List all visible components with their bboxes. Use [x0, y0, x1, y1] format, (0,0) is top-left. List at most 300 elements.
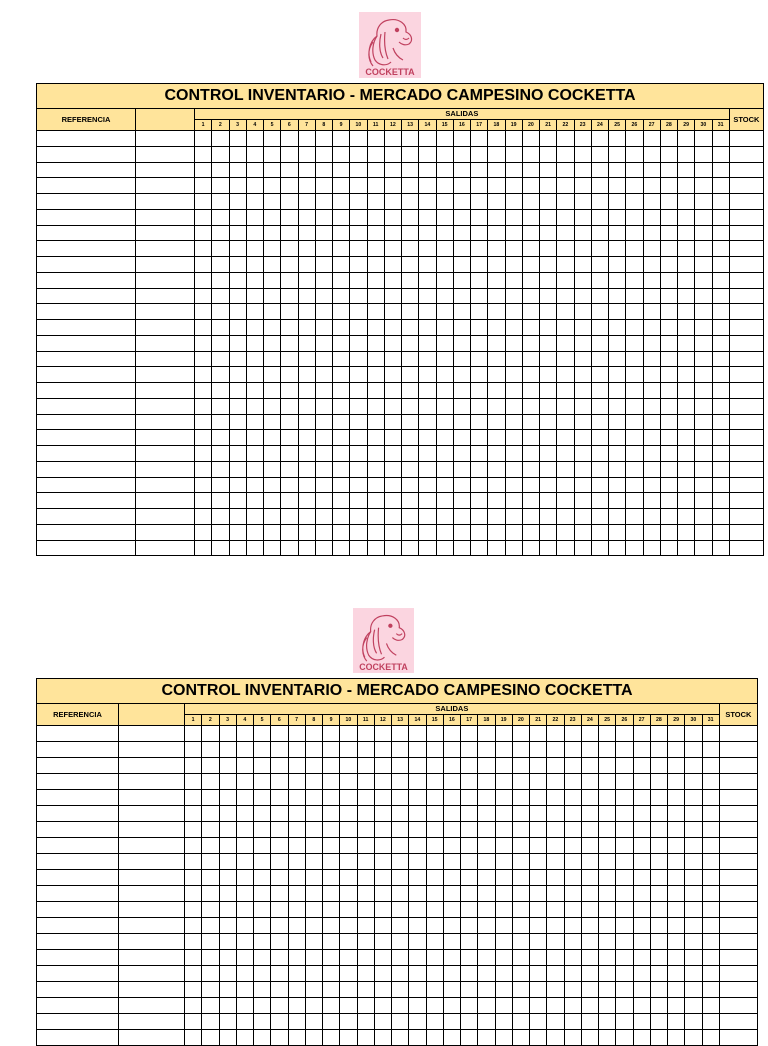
- salida-cell[interactable]: [264, 477, 281, 493]
- description-cell[interactable]: [136, 414, 195, 430]
- description-cell[interactable]: [136, 225, 195, 241]
- salida-cell[interactable]: [392, 1014, 409, 1030]
- salida-cell[interactable]: [443, 758, 460, 774]
- salida-cell[interactable]: [384, 225, 401, 241]
- salida-cell[interactable]: [202, 726, 219, 742]
- salida-cell[interactable]: [581, 806, 598, 822]
- salida-cell[interactable]: [478, 1030, 495, 1046]
- salida-cell[interactable]: [254, 950, 271, 966]
- salida-cell[interactable]: [660, 257, 677, 273]
- salida-cell[interactable]: [281, 162, 298, 178]
- salida-cell[interactable]: [616, 774, 633, 790]
- salida-cell[interactable]: [229, 288, 246, 304]
- salida-cell[interactable]: [599, 822, 616, 838]
- salida-cell[interactable]: [547, 726, 564, 742]
- salida-cell[interactable]: [246, 477, 263, 493]
- salida-cell[interactable]: [195, 446, 212, 462]
- salida-cell[interactable]: [512, 886, 529, 902]
- salida-cell[interactable]: [471, 383, 488, 399]
- description-cell[interactable]: [136, 367, 195, 383]
- salida-cell[interactable]: [281, 398, 298, 414]
- salida-cell[interactable]: [616, 870, 633, 886]
- salida-cell[interactable]: [350, 398, 367, 414]
- referencia-cell[interactable]: [37, 540, 136, 556]
- salida-cell[interactable]: [453, 131, 470, 147]
- salida-cell[interactable]: [695, 304, 712, 320]
- salida-cell[interactable]: [695, 493, 712, 509]
- salida-cell[interactable]: [315, 430, 332, 446]
- salida-cell[interactable]: [495, 838, 512, 854]
- salida-cell[interactable]: [453, 162, 470, 178]
- salida-cell[interactable]: [185, 854, 202, 870]
- salida-cell[interactable]: [471, 178, 488, 194]
- salida-cell[interactable]: [436, 288, 453, 304]
- salida-cell[interactable]: [668, 822, 685, 838]
- referencia-cell[interactable]: [37, 257, 136, 273]
- salida-cell[interactable]: [547, 1014, 564, 1030]
- salida-cell[interactable]: [557, 540, 574, 556]
- salida-cell[interactable]: [409, 790, 426, 806]
- salida-cell[interactable]: [340, 790, 357, 806]
- salida-cell[interactable]: [315, 272, 332, 288]
- salida-cell[interactable]: [591, 398, 608, 414]
- salida-cell[interactable]: [660, 524, 677, 540]
- salida-cell[interactable]: [643, 304, 660, 320]
- salida-cell[interactable]: [557, 178, 574, 194]
- salida-cell[interactable]: [357, 998, 374, 1014]
- salida-cell[interactable]: [315, 288, 332, 304]
- salida-cell[interactable]: [650, 966, 667, 982]
- salida-cell[interactable]: [488, 493, 505, 509]
- salida-cell[interactable]: [350, 383, 367, 399]
- salida-cell[interactable]: [236, 758, 253, 774]
- salida-cell[interactable]: [505, 304, 522, 320]
- salida-cell[interactable]: [436, 320, 453, 336]
- salida-cell[interactable]: [540, 414, 557, 430]
- salida-cell[interactable]: [643, 446, 660, 462]
- salida-cell[interactable]: [609, 225, 626, 241]
- salida-cell[interactable]: [367, 461, 384, 477]
- salida-cell[interactable]: [712, 493, 729, 509]
- salida-cell[interactable]: [599, 1030, 616, 1046]
- salida-cell[interactable]: [495, 966, 512, 982]
- salida-cell[interactable]: [185, 774, 202, 790]
- salida-cell[interactable]: [633, 790, 650, 806]
- referencia-cell[interactable]: [37, 162, 136, 178]
- salida-cell[interactable]: [695, 131, 712, 147]
- salida-cell[interactable]: [333, 524, 350, 540]
- salida-cell[interactable]: [288, 774, 305, 790]
- salida-cell[interactable]: [219, 758, 236, 774]
- salida-cell[interactable]: [350, 272, 367, 288]
- salida-cell[interactable]: [426, 1030, 443, 1046]
- salida-cell[interactable]: [522, 288, 539, 304]
- salida-cell[interactable]: [254, 790, 271, 806]
- salida-cell[interactable]: [591, 146, 608, 162]
- salida-cell[interactable]: [409, 854, 426, 870]
- salida-cell[interactable]: [305, 918, 322, 934]
- salida-cell[interactable]: [609, 524, 626, 540]
- salida-cell[interactable]: [453, 461, 470, 477]
- salida-cell[interactable]: [591, 272, 608, 288]
- salida-cell[interactable]: [609, 398, 626, 414]
- salida-cell[interactable]: [471, 288, 488, 304]
- salida-cell[interactable]: [633, 726, 650, 742]
- salida-cell[interactable]: [298, 131, 315, 147]
- salida-cell[interactable]: [185, 998, 202, 1014]
- salida-cell[interactable]: [426, 1014, 443, 1030]
- salida-cell[interactable]: [419, 335, 436, 351]
- stock-cell[interactable]: [719, 1014, 757, 1030]
- salida-cell[interactable]: [626, 320, 643, 336]
- referencia-cell[interactable]: [37, 272, 136, 288]
- salida-cell[interactable]: [695, 335, 712, 351]
- salida-cell[interactable]: [609, 493, 626, 509]
- salida-cell[interactable]: [409, 1014, 426, 1030]
- salida-cell[interactable]: [392, 838, 409, 854]
- salida-cell[interactable]: [229, 335, 246, 351]
- salida-cell[interactable]: [505, 288, 522, 304]
- salida-cell[interactable]: [357, 966, 374, 982]
- salida-cell[interactable]: [678, 162, 695, 178]
- salida-cell[interactable]: [540, 241, 557, 257]
- salida-cell[interactable]: [495, 998, 512, 1014]
- salida-cell[interactable]: [712, 320, 729, 336]
- salida-cell[interactable]: [453, 304, 470, 320]
- referencia-cell[interactable]: [37, 209, 136, 225]
- salida-cell[interactable]: [626, 477, 643, 493]
- salida-cell[interactable]: [402, 524, 419, 540]
- salida-cell[interactable]: [591, 351, 608, 367]
- salida-cell[interactable]: [471, 272, 488, 288]
- salida-cell[interactable]: [557, 320, 574, 336]
- salida-cell[interactable]: [298, 209, 315, 225]
- description-cell[interactable]: [136, 477, 195, 493]
- salida-cell[interactable]: [264, 178, 281, 194]
- salida-cell[interactable]: [557, 351, 574, 367]
- salida-cell[interactable]: [305, 950, 322, 966]
- salida-cell[interactable]: [581, 742, 598, 758]
- salida-cell[interactable]: [436, 351, 453, 367]
- salida-cell[interactable]: [581, 918, 598, 934]
- stock-cell[interactable]: [729, 162, 763, 178]
- salida-cell[interactable]: [374, 870, 391, 886]
- salida-cell[interactable]: [443, 806, 460, 822]
- salida-cell[interactable]: [229, 146, 246, 162]
- salida-cell[interactable]: [436, 383, 453, 399]
- salida-cell[interactable]: [281, 272, 298, 288]
- salida-cell[interactable]: [323, 758, 340, 774]
- salida-cell[interactable]: [333, 351, 350, 367]
- salida-cell[interactable]: [453, 272, 470, 288]
- salida-cell[interactable]: [453, 257, 470, 273]
- salida-cell[interactable]: [581, 854, 598, 870]
- salida-cell[interactable]: [185, 726, 202, 742]
- salida-cell[interactable]: [540, 493, 557, 509]
- salida-cell[interactable]: [409, 902, 426, 918]
- salida-cell[interactable]: [495, 822, 512, 838]
- salida-cell[interactable]: [471, 209, 488, 225]
- stock-cell[interactable]: [719, 790, 757, 806]
- salida-cell[interactable]: [419, 493, 436, 509]
- salida-cell[interactable]: [599, 982, 616, 998]
- salida-cell[interactable]: [461, 742, 478, 758]
- salida-cell[interactable]: [315, 398, 332, 414]
- salida-cell[interactable]: [298, 446, 315, 462]
- salida-cell[interactable]: [495, 982, 512, 998]
- salida-cell[interactable]: [212, 146, 229, 162]
- salida-cell[interactable]: [564, 950, 581, 966]
- salida-cell[interactable]: [668, 758, 685, 774]
- salida-cell[interactable]: [633, 902, 650, 918]
- salida-cell[interactable]: [512, 774, 529, 790]
- salida-cell[interactable]: [695, 288, 712, 304]
- salida-cell[interactable]: [547, 982, 564, 998]
- salida-cell[interactable]: [264, 257, 281, 273]
- salida-cell[interactable]: [616, 886, 633, 902]
- salida-cell[interactable]: [712, 477, 729, 493]
- description-cell[interactable]: [119, 742, 185, 758]
- salida-cell[interactable]: [281, 131, 298, 147]
- salida-cell[interactable]: [305, 886, 322, 902]
- salida-cell[interactable]: [236, 966, 253, 982]
- salida-cell[interactable]: [392, 870, 409, 886]
- salida-cell[interactable]: [512, 950, 529, 966]
- salida-cell[interactable]: [305, 870, 322, 886]
- salida-cell[interactable]: [229, 398, 246, 414]
- salida-cell[interactable]: [505, 477, 522, 493]
- salida-cell[interactable]: [374, 918, 391, 934]
- salida-cell[interactable]: [702, 758, 719, 774]
- salida-cell[interactable]: [530, 838, 547, 854]
- salida-cell[interactable]: [212, 162, 229, 178]
- salida-cell[interactable]: [298, 461, 315, 477]
- salida-cell[interactable]: [609, 209, 626, 225]
- salida-cell[interactable]: [685, 934, 702, 950]
- salida-cell[interactable]: [195, 178, 212, 194]
- salida-cell[interactable]: [357, 886, 374, 902]
- salida-cell[interactable]: [202, 966, 219, 982]
- salida-cell[interactable]: [505, 257, 522, 273]
- salida-cell[interactable]: [547, 806, 564, 822]
- salida-cell[interactable]: [264, 446, 281, 462]
- salida-cell[interactable]: [384, 162, 401, 178]
- salida-cell[interactable]: [315, 304, 332, 320]
- salida-cell[interactable]: [281, 509, 298, 525]
- salida-cell[interactable]: [478, 934, 495, 950]
- salida-cell[interactable]: [591, 446, 608, 462]
- salida-cell[interactable]: [702, 902, 719, 918]
- salida-cell[interactable]: [540, 320, 557, 336]
- salida-cell[interactable]: [505, 272, 522, 288]
- salida-cell[interactable]: [426, 982, 443, 998]
- salida-cell[interactable]: [254, 1030, 271, 1046]
- salida-cell[interactable]: [315, 146, 332, 162]
- salida-cell[interactable]: [712, 430, 729, 446]
- salida-cell[interactable]: [471, 398, 488, 414]
- salida-cell[interactable]: [340, 742, 357, 758]
- salida-cell[interactable]: [315, 414, 332, 430]
- referencia-cell[interactable]: [37, 304, 136, 320]
- salida-cell[interactable]: [712, 304, 729, 320]
- salida-cell[interactable]: [495, 1014, 512, 1030]
- salida-cell[interactable]: [254, 822, 271, 838]
- salida-cell[interactable]: [633, 854, 650, 870]
- salida-cell[interactable]: [581, 998, 598, 1014]
- salida-cell[interactable]: [478, 774, 495, 790]
- salida-cell[interactable]: [340, 838, 357, 854]
- salida-cell[interactable]: [350, 524, 367, 540]
- salida-cell[interactable]: [591, 320, 608, 336]
- referencia-cell[interactable]: [37, 414, 136, 430]
- salida-cell[interactable]: [374, 838, 391, 854]
- salida-cell[interactable]: [505, 209, 522, 225]
- salida-cell[interactable]: [254, 870, 271, 886]
- salida-cell[interactable]: [530, 966, 547, 982]
- salida-cell[interactable]: [288, 918, 305, 934]
- salida-cell[interactable]: [660, 304, 677, 320]
- salida-cell[interactable]: [505, 225, 522, 241]
- description-cell[interactable]: [119, 726, 185, 742]
- salida-cell[interactable]: [374, 934, 391, 950]
- description-cell[interactable]: [136, 446, 195, 462]
- salida-cell[interactable]: [471, 335, 488, 351]
- salida-cell[interactable]: [436, 430, 453, 446]
- salida-cell[interactable]: [495, 1030, 512, 1046]
- salida-cell[interactable]: [350, 477, 367, 493]
- salida-cell[interactable]: [264, 194, 281, 210]
- salida-cell[interactable]: [564, 854, 581, 870]
- salida-cell[interactable]: [367, 383, 384, 399]
- salida-cell[interactable]: [298, 162, 315, 178]
- salida-cell[interactable]: [419, 446, 436, 462]
- salida-cell[interactable]: [402, 257, 419, 273]
- referencia-cell[interactable]: [37, 870, 119, 886]
- stock-cell[interactable]: [729, 225, 763, 241]
- salida-cell[interactable]: [195, 493, 212, 509]
- salida-cell[interactable]: [212, 351, 229, 367]
- salida-cell[interactable]: [599, 790, 616, 806]
- salida-cell[interactable]: [264, 351, 281, 367]
- salida-cell[interactable]: [419, 146, 436, 162]
- salida-cell[interactable]: [547, 966, 564, 982]
- salida-cell[interactable]: [219, 726, 236, 742]
- salida-cell[interactable]: [443, 870, 460, 886]
- salida-cell[interactable]: [660, 383, 677, 399]
- salida-cell[interactable]: [695, 524, 712, 540]
- salida-cell[interactable]: [695, 209, 712, 225]
- salida-cell[interactable]: [461, 870, 478, 886]
- salida-cell[interactable]: [643, 383, 660, 399]
- salida-cell[interactable]: [367, 477, 384, 493]
- salida-cell[interactable]: [392, 918, 409, 934]
- salida-cell[interactable]: [678, 524, 695, 540]
- salida-cell[interactable]: [350, 304, 367, 320]
- salida-cell[interactable]: [219, 918, 236, 934]
- salida-cell[interactable]: [564, 966, 581, 982]
- salida-cell[interactable]: [374, 950, 391, 966]
- salida-cell[interactable]: [626, 398, 643, 414]
- salida-cell[interactable]: [271, 918, 288, 934]
- salida-cell[interactable]: [236, 870, 253, 886]
- salida-cell[interactable]: [695, 272, 712, 288]
- salida-cell[interactable]: [271, 870, 288, 886]
- salida-cell[interactable]: [599, 758, 616, 774]
- salida-cell[interactable]: [402, 194, 419, 210]
- salida-cell[interactable]: [678, 304, 695, 320]
- salida-cell[interactable]: [668, 806, 685, 822]
- salida-cell[interactable]: [581, 774, 598, 790]
- referencia-cell[interactable]: [37, 982, 119, 998]
- salida-cell[interactable]: [219, 742, 236, 758]
- salida-cell[interactable]: [298, 524, 315, 540]
- salida-cell[interactable]: [678, 446, 695, 462]
- salida-cell[interactable]: [246, 146, 263, 162]
- salida-cell[interactable]: [409, 934, 426, 950]
- salida-cell[interactable]: [219, 822, 236, 838]
- salida-cell[interactable]: [495, 774, 512, 790]
- salida-cell[interactable]: [281, 209, 298, 225]
- salida-cell[interactable]: [315, 225, 332, 241]
- salida-cell[interactable]: [219, 854, 236, 870]
- salida-cell[interactable]: [333, 446, 350, 462]
- description-cell[interactable]: [119, 790, 185, 806]
- salida-cell[interactable]: [574, 524, 591, 540]
- salida-cell[interactable]: [333, 477, 350, 493]
- salida-cell[interactable]: [374, 790, 391, 806]
- salida-cell[interactable]: [702, 982, 719, 998]
- salida-cell[interactable]: [512, 854, 529, 870]
- salida-cell[interactable]: [340, 950, 357, 966]
- salida-cell[interactable]: [202, 998, 219, 1014]
- salida-cell[interactable]: [271, 726, 288, 742]
- salida-cell[interactable]: [384, 446, 401, 462]
- salida-cell[interactable]: [660, 509, 677, 525]
- salida-cell[interactable]: [522, 524, 539, 540]
- salida-cell[interactable]: [202, 1030, 219, 1046]
- salida-cell[interactable]: [419, 272, 436, 288]
- salida-cell[interactable]: [505, 540, 522, 556]
- salida-cell[interactable]: [288, 806, 305, 822]
- salida-cell[interactable]: [668, 982, 685, 998]
- salida-cell[interactable]: [564, 822, 581, 838]
- salida-cell[interactable]: [660, 288, 677, 304]
- salida-cell[interactable]: [288, 726, 305, 742]
- salida-cell[interactable]: [392, 934, 409, 950]
- salida-cell[interactable]: [512, 902, 529, 918]
- salida-cell[interactable]: [616, 790, 633, 806]
- salida-cell[interactable]: [185, 1030, 202, 1046]
- salida-cell[interactable]: [478, 806, 495, 822]
- stock-cell[interactable]: [729, 446, 763, 462]
- salida-cell[interactable]: [712, 288, 729, 304]
- salida-cell[interactable]: [409, 870, 426, 886]
- description-cell[interactable]: [136, 288, 195, 304]
- salida-cell[interactable]: [402, 288, 419, 304]
- salida-cell[interactable]: [333, 194, 350, 210]
- salida-cell[interactable]: [685, 886, 702, 902]
- salida-cell[interactable]: [357, 742, 374, 758]
- salida-cell[interactable]: [650, 822, 667, 838]
- salida-cell[interactable]: [374, 806, 391, 822]
- salida-cell[interactable]: [547, 838, 564, 854]
- salida-cell[interactable]: [195, 225, 212, 241]
- salida-cell[interactable]: [471, 524, 488, 540]
- salida-cell[interactable]: [264, 493, 281, 509]
- salida-cell[interactable]: [288, 1030, 305, 1046]
- salida-cell[interactable]: [540, 367, 557, 383]
- salida-cell[interactable]: [695, 162, 712, 178]
